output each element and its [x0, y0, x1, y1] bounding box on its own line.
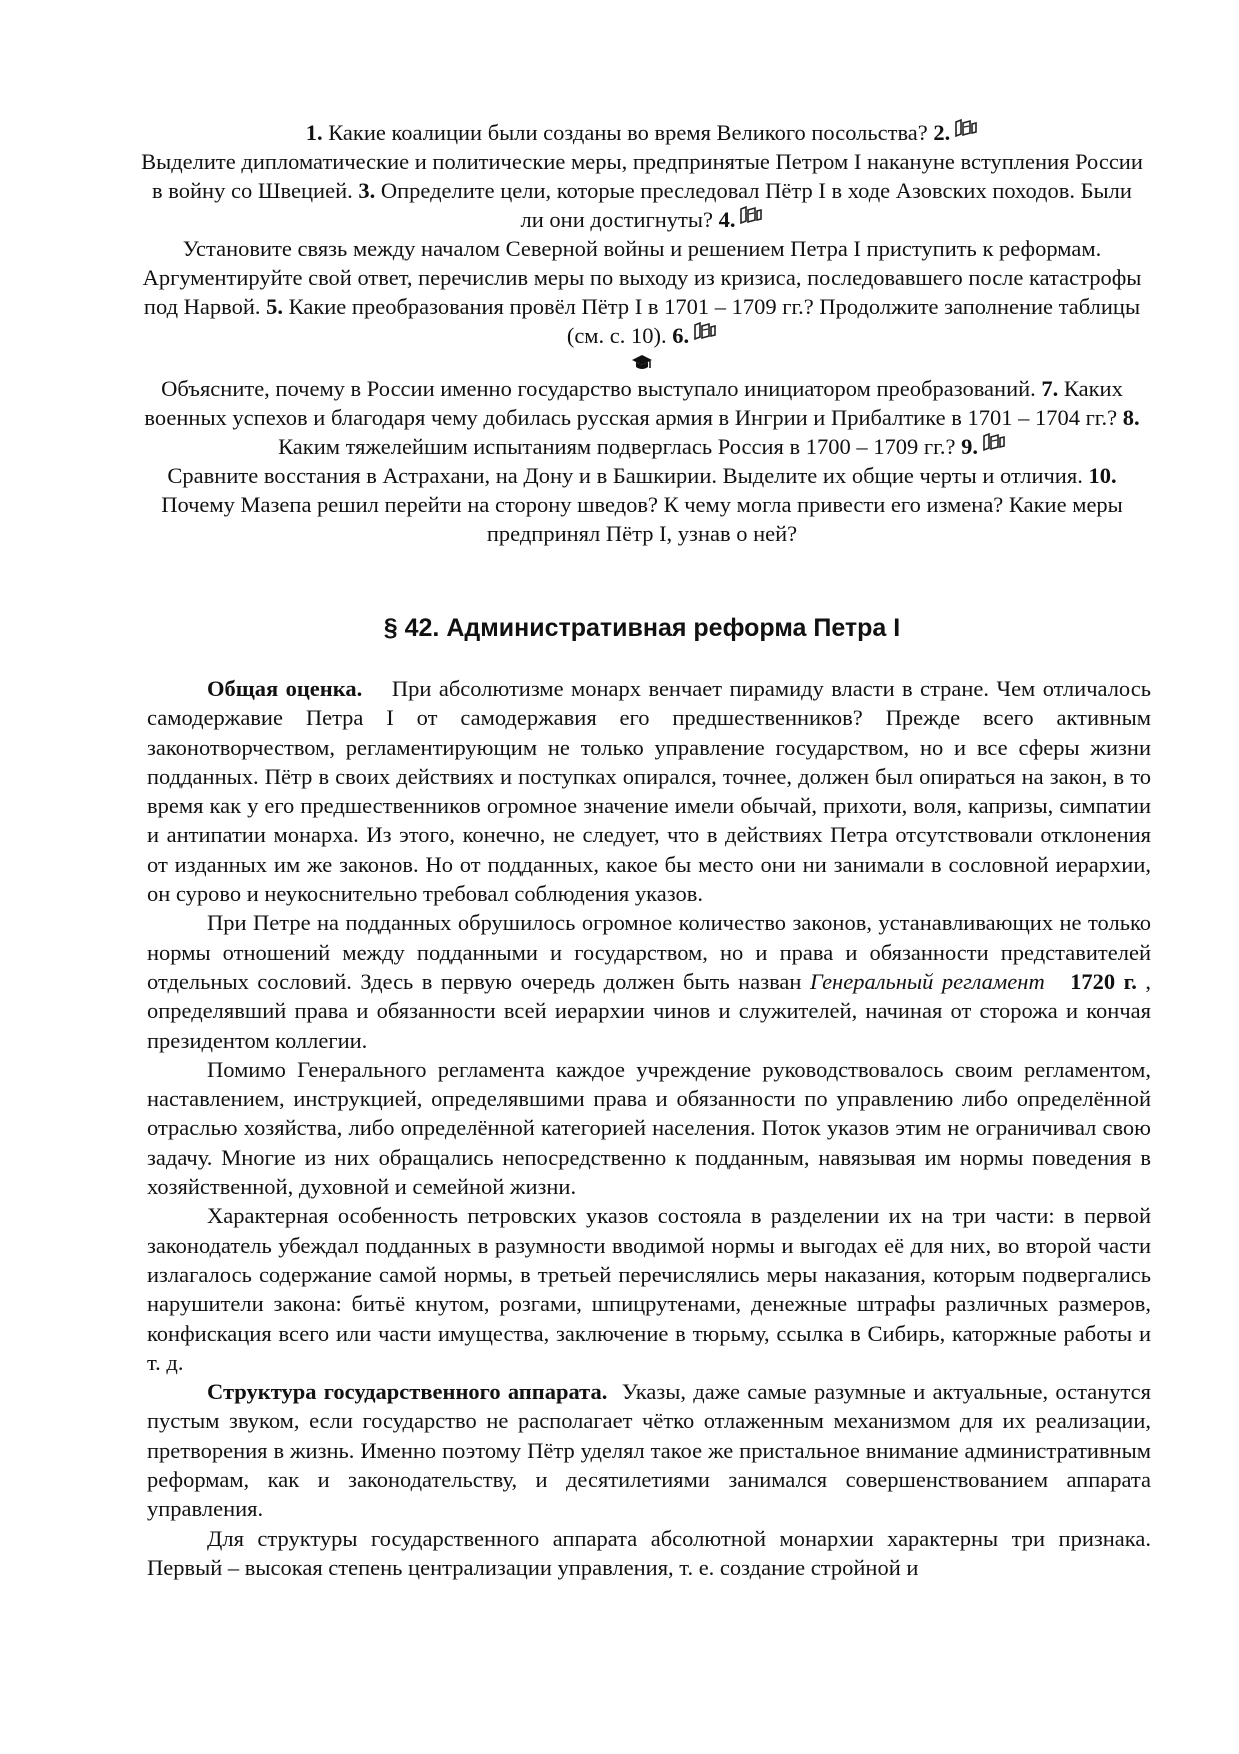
question-number: 2.	[933, 120, 951, 145]
question-text: Выделите дипломатические и политические меры, предпринятые Петром I накануне вступления России в войну со Швецией.	[141, 149, 1143, 203]
review-questions	[140, 118, 1144, 548]
paragraph-regulations	[147, 1055, 1151, 1201]
question-number: 1.	[305, 120, 323, 145]
paragraph-lead: Структура государственного аппарата.	[207, 1379, 608, 1405]
book-task-icon	[954, 118, 978, 138]
paragraph-text: Помимо Генерального регламента каждое учреждение руководствовалось своим регламентом, наставлением, инструкцией, определявшими права и обязанности по управлению либо определённой отраслью хозяйства, либо определённой категорией населения. Поток указов этим не ограничивал свою задачу. Многие из них обращались непосредственно к подданным, навязывая им нормы поведения в хозяйственной, духовной и семейной жизни.	[147, 1056, 1151, 1200]
question-number: 8.	[1122, 405, 1140, 430]
question-line-1	[140, 118, 1144, 147]
paragraph-text: Указы, даже самые разумные и актуальные, останутся пустым звуком, если государство не располагает чётко отлаженным механизмом для их реализации, претворения в жизнь. Именно поэтому Пётр уделял такое же пристальное внимание административным реформам, как и законодательству, и десятилетиями занимался совершенствованием аппарата управления.	[147, 1379, 1151, 1522]
book-task-icon	[739, 205, 763, 225]
question-line-3	[140, 234, 1144, 350]
question-number: 6.	[672, 323, 690, 348]
question-text: Почему Мазепа решил перейти на сторону шведов? К чему могла привести его измена? Какие меры предпринял Пётр I, узнав о ней?	[161, 492, 1123, 546]
paragraph-features	[147, 1524, 1151, 1583]
question-text: Сравните восстания в Астрахани, на Дону и в Башкирии. Выделите их общие черты и отличия.	[167, 463, 1083, 488]
book-task-icon	[982, 432, 1006, 452]
paragraph-structure	[147, 1377, 1151, 1523]
question-line-2	[140, 147, 1144, 234]
question-number: 3.	[358, 178, 376, 203]
question-number: 7.	[1041, 376, 1059, 401]
question-number: 4.	[718, 207, 736, 232]
question-number: 10.	[1088, 463, 1117, 488]
question-text: Какие преобразования провёл Пётр I в 1701 – 1709 гг.? Продолжите заполнение таблицы (см. с. 10).	[288, 294, 1141, 348]
paragraph-text: При Петре на подданных обрушилось огромное количество законов, устанавливающих не только нормы отношений между подданными и государством, но и права и обязанности представителей отдельных сословий. Здесь в первую очередь должен быть назван	[147, 910, 1151, 994]
question-number: 5.	[266, 294, 284, 319]
question-number: 9.	[961, 434, 978, 459]
paragraph-text: , определявший права и обязанности всей иерархии чинов и служителей, начиная от сторожа и кончая президентом коллегии.	[147, 968, 1152, 1053]
creative-task-marker	[140, 350, 1144, 374]
book-task-icon	[693, 321, 717, 341]
paragraph-text: Для структуры государственного аппарата абсолютной монархии характерны три признака. Первый – высокая степень централизации управления, т. е. создание стройной и	[147, 1525, 1151, 1580]
question-line-5	[140, 461, 1144, 548]
question-text: Объясните, почему в России именно государство выступало инициатором преобразований.	[161, 376, 1036, 401]
question-text: Установите связь между началом Северной войны и решением Петра I приступить к реформам. Аргументируйте свой ответ, перечислив меры по выходу из кризиса, последовавшего после катастрофы под Нарвой.	[142, 236, 1142, 319]
question-text: Каким тяжелейшим испытаниям подверглась Россия в 1700 – 1709 гг.?	[278, 434, 956, 459]
paragraph-decrees	[147, 1201, 1151, 1377]
section-heading: § 42. Административная реформа Петра I	[383, 614, 901, 642]
section-body	[147, 674, 1151, 1582]
question-text: Какие коалиции были созданы во время Великого посольства?	[328, 120, 928, 145]
paragraph-text: Характерная особенность петровских указов состояла в разделении их на три части: в первой законодатель убеждал подданных в разумности вводимой нормы и выгодах её для них, во второй части излагалось содержание самой нормы, в третьей перечислялись меры наказания, которым подвергались нарушители закона: битьё кнутом, розгами, шпицрутенами, денежные штрафы различных размеров, конфискация всего или части имущества, заключение в тюрьму, ссылка в Сибирь, каторжные работы и т. д.	[147, 1203, 1151, 1375]
year: 1720 г.	[1070, 968, 1137, 994]
paragraph-lead: Общая оценка.	[207, 676, 363, 701]
paragraph-laws	[147, 908, 1151, 1054]
paragraph-general-assessment	[147, 674, 1151, 908]
graduation-cap-icon	[631, 354, 653, 372]
question-text: Определите цели, которые преследовал Пётр I в ходе Азовских походов. Были ли они достигнуты?	[380, 178, 1132, 232]
question-line-4	[140, 374, 1144, 461]
question-text: Каких военных успехов и благодаря чему добилась русская армия в Ингрии и Прибалтике в 1701 – 1704 гг.?	[144, 376, 1123, 430]
paragraph-text: При абсолютизме монарх венчает пирамиду власти в стране. Чем отличалось самодержавие Петра I от самодержавия его предшественников? Прежде всего активным законотворчеством, регламентирующим не только управление государством, но и все сферы жизни подданных. Пётр в своих действиях и поступках опирался, точнее, должен был опираться на закон, в то время как у его предшественников огромное значение имели обычай, прихоти, воля, капризы, симпатии и антипатии монарха. Из этого, конечно, не следует, что в действиях Петра отсутствовали отклонения от изданных им же законов. Но от подданных, какое бы место они ни занимали в сословной иерархии, он сурово и неукоснительно требовал соблюдения указов.	[147, 676, 1151, 907]
term: Генеральный регламент	[809, 968, 1045, 994]
